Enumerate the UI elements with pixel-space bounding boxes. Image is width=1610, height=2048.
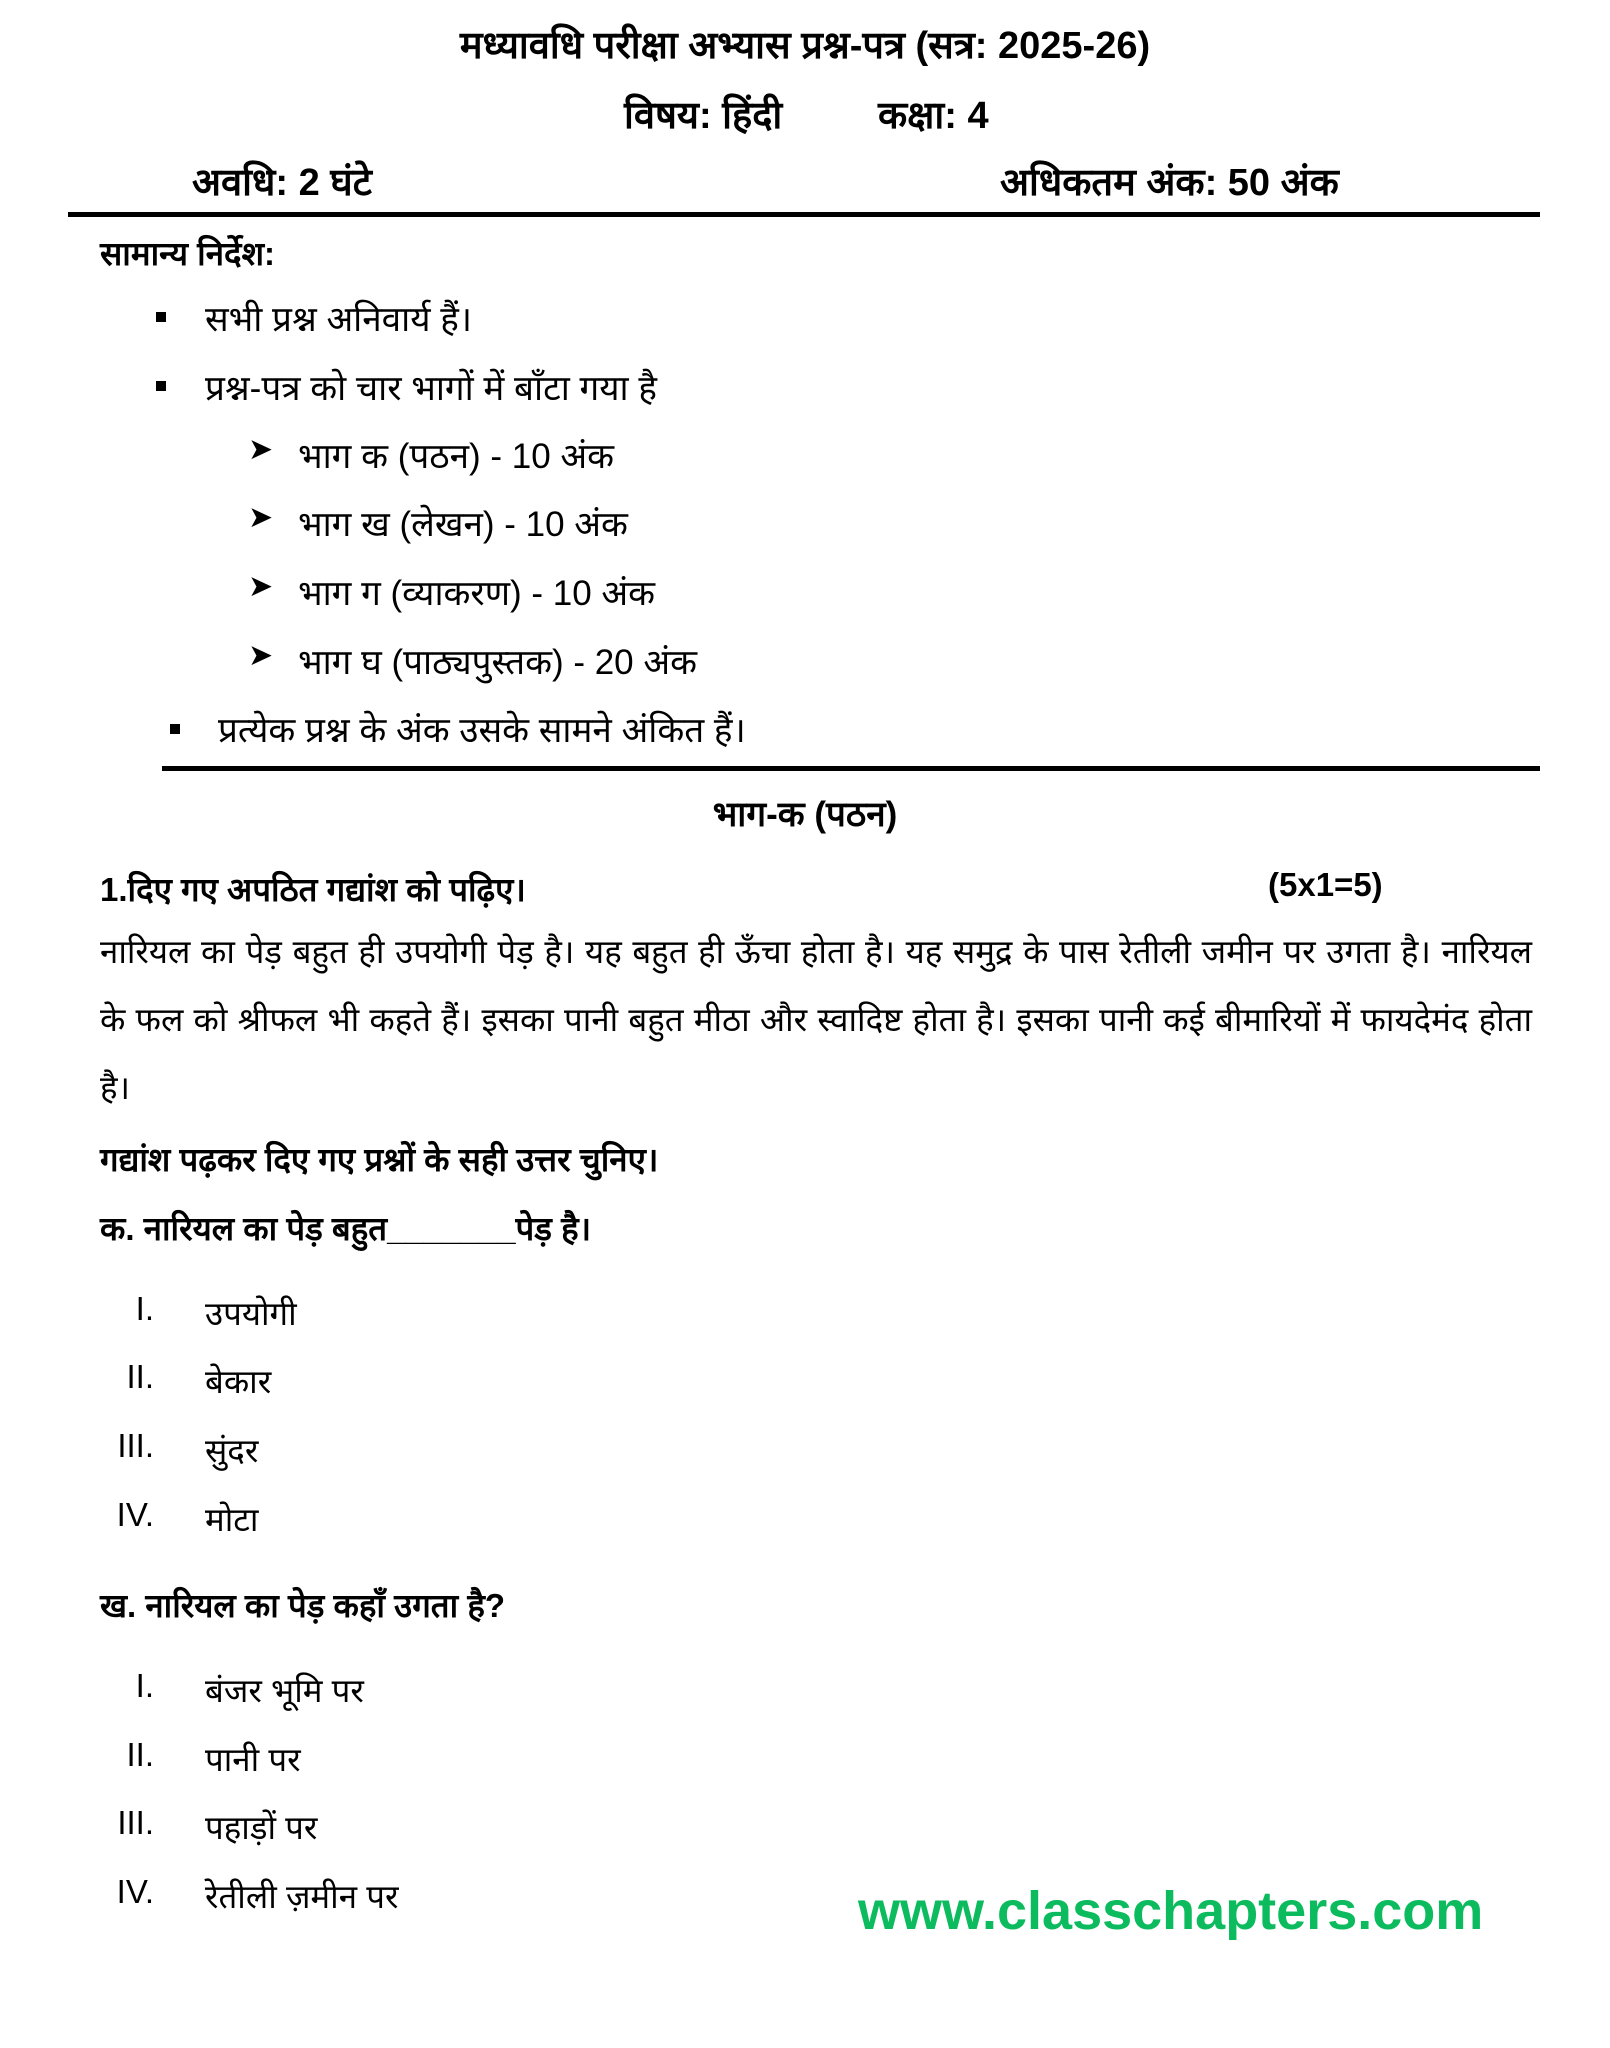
unseen-passage: नारियल का पेड़ बहुत ही उपयोगी पेड़ है। यह बहुत ही ऊँचा होता है। यह समुद्र के पास रेतीली जमीन पर उगता है। नारियल के फल को श्रीफल भी कहते हैं। इसका पानी बहुत मीठा और स्वादिष्ट होता है। इसका पानी कई बीमारियों में फायदेमंद होता है। [100, 933, 1532, 1106]
paper-title: मध्यावधि परीक्षा अभ्यास प्रश्न-पत्र (सत्र: 2025-26) [459, 25, 1151, 67]
section-marks-item: भाग घ (पाठ्यपुस्तक) - 20 अंक [298, 643, 697, 682]
section-marks-item: भाग क (पठन) - 10 अंक [298, 437, 615, 476]
duration-label: अवधि: 2 घंटे [192, 162, 372, 204]
option-text[interactable]: उपयोगी [205, 1295, 297, 1332]
option-text[interactable]: बंजर भूमि पर [205, 1672, 364, 1709]
square-bullet-icon [170, 724, 180, 734]
option-text[interactable]: बेकार [205, 1363, 272, 1400]
subject-label: विषय: हिंदी [624, 95, 783, 137]
square-bullet-icon [156, 381, 166, 391]
question-kha: ख. नारियल का पेड़ कहाँ उगता है? [100, 1587, 505, 1624]
option-number: III. [117, 1427, 154, 1464]
option-number: I. [135, 1667, 154, 1704]
max-marks-label: अधिकतम अंक: 50 अंक [1000, 162, 1339, 204]
header-divider [68, 212, 1540, 217]
arrow-bullet-icon: ➤ [248, 501, 274, 534]
instructions-heading: सामान्य निर्देश: [100, 235, 275, 272]
option-number: II. [126, 1358, 154, 1395]
square-bullet-icon [156, 312, 166, 322]
instructions-divider [162, 766, 1540, 771]
passage-instruction: गद्यांश पढ़कर दिए गए प्रश्नों के सही उत्तर चुनिए। [100, 1141, 659, 1178]
option-number: IV. [116, 1496, 154, 1533]
section-heading: भाग-क (पठन) [712, 795, 898, 834]
section-marks-item: भाग ग (व्याकरण) - 10 अंक [298, 574, 656, 613]
question-1-marks: (5x1=5) [1268, 866, 1383, 903]
option-text[interactable]: पहाड़ों पर [205, 1809, 318, 1846]
section-marks-item: भाग ख (लेखन) - 10 अंक [298, 505, 628, 544]
instruction-item: प्रत्येक प्रश्न के अंक उसके सामने अंकित हैं। [218, 711, 746, 750]
instruction-item: प्रश्न-पत्र को चार भागों में बाँटा गया है [205, 369, 657, 408]
website-watermark: www.classchapters.com [858, 1881, 1484, 1941]
question-1-label: 1.दिए गए अपठित गद्यांश को पढ़िए। [100, 871, 526, 908]
instruction-item: सभी प्रश्न अनिवार्य हैं। [205, 300, 473, 339]
option-text[interactable]: सुंदर [205, 1432, 259, 1469]
option-text[interactable]: रेतीली ज़मीन पर [205, 1878, 399, 1915]
option-text[interactable]: मोटा [205, 1501, 259, 1538]
arrow-bullet-icon: ➤ [248, 639, 274, 672]
option-number: I. [135, 1290, 154, 1327]
class-label: कक्षा: 4 [878, 95, 989, 137]
option-number: IV. [116, 1873, 154, 1910]
option-number: II. [126, 1736, 154, 1773]
option-text[interactable]: पानी पर [205, 1741, 301, 1778]
question-ka: क. नारियल का पेड़ बहुत_______पेड़ है। [100, 1210, 592, 1247]
arrow-bullet-icon: ➤ [248, 433, 274, 466]
arrow-bullet-icon: ➤ [248, 570, 274, 603]
option-number: III. [117, 1804, 154, 1841]
